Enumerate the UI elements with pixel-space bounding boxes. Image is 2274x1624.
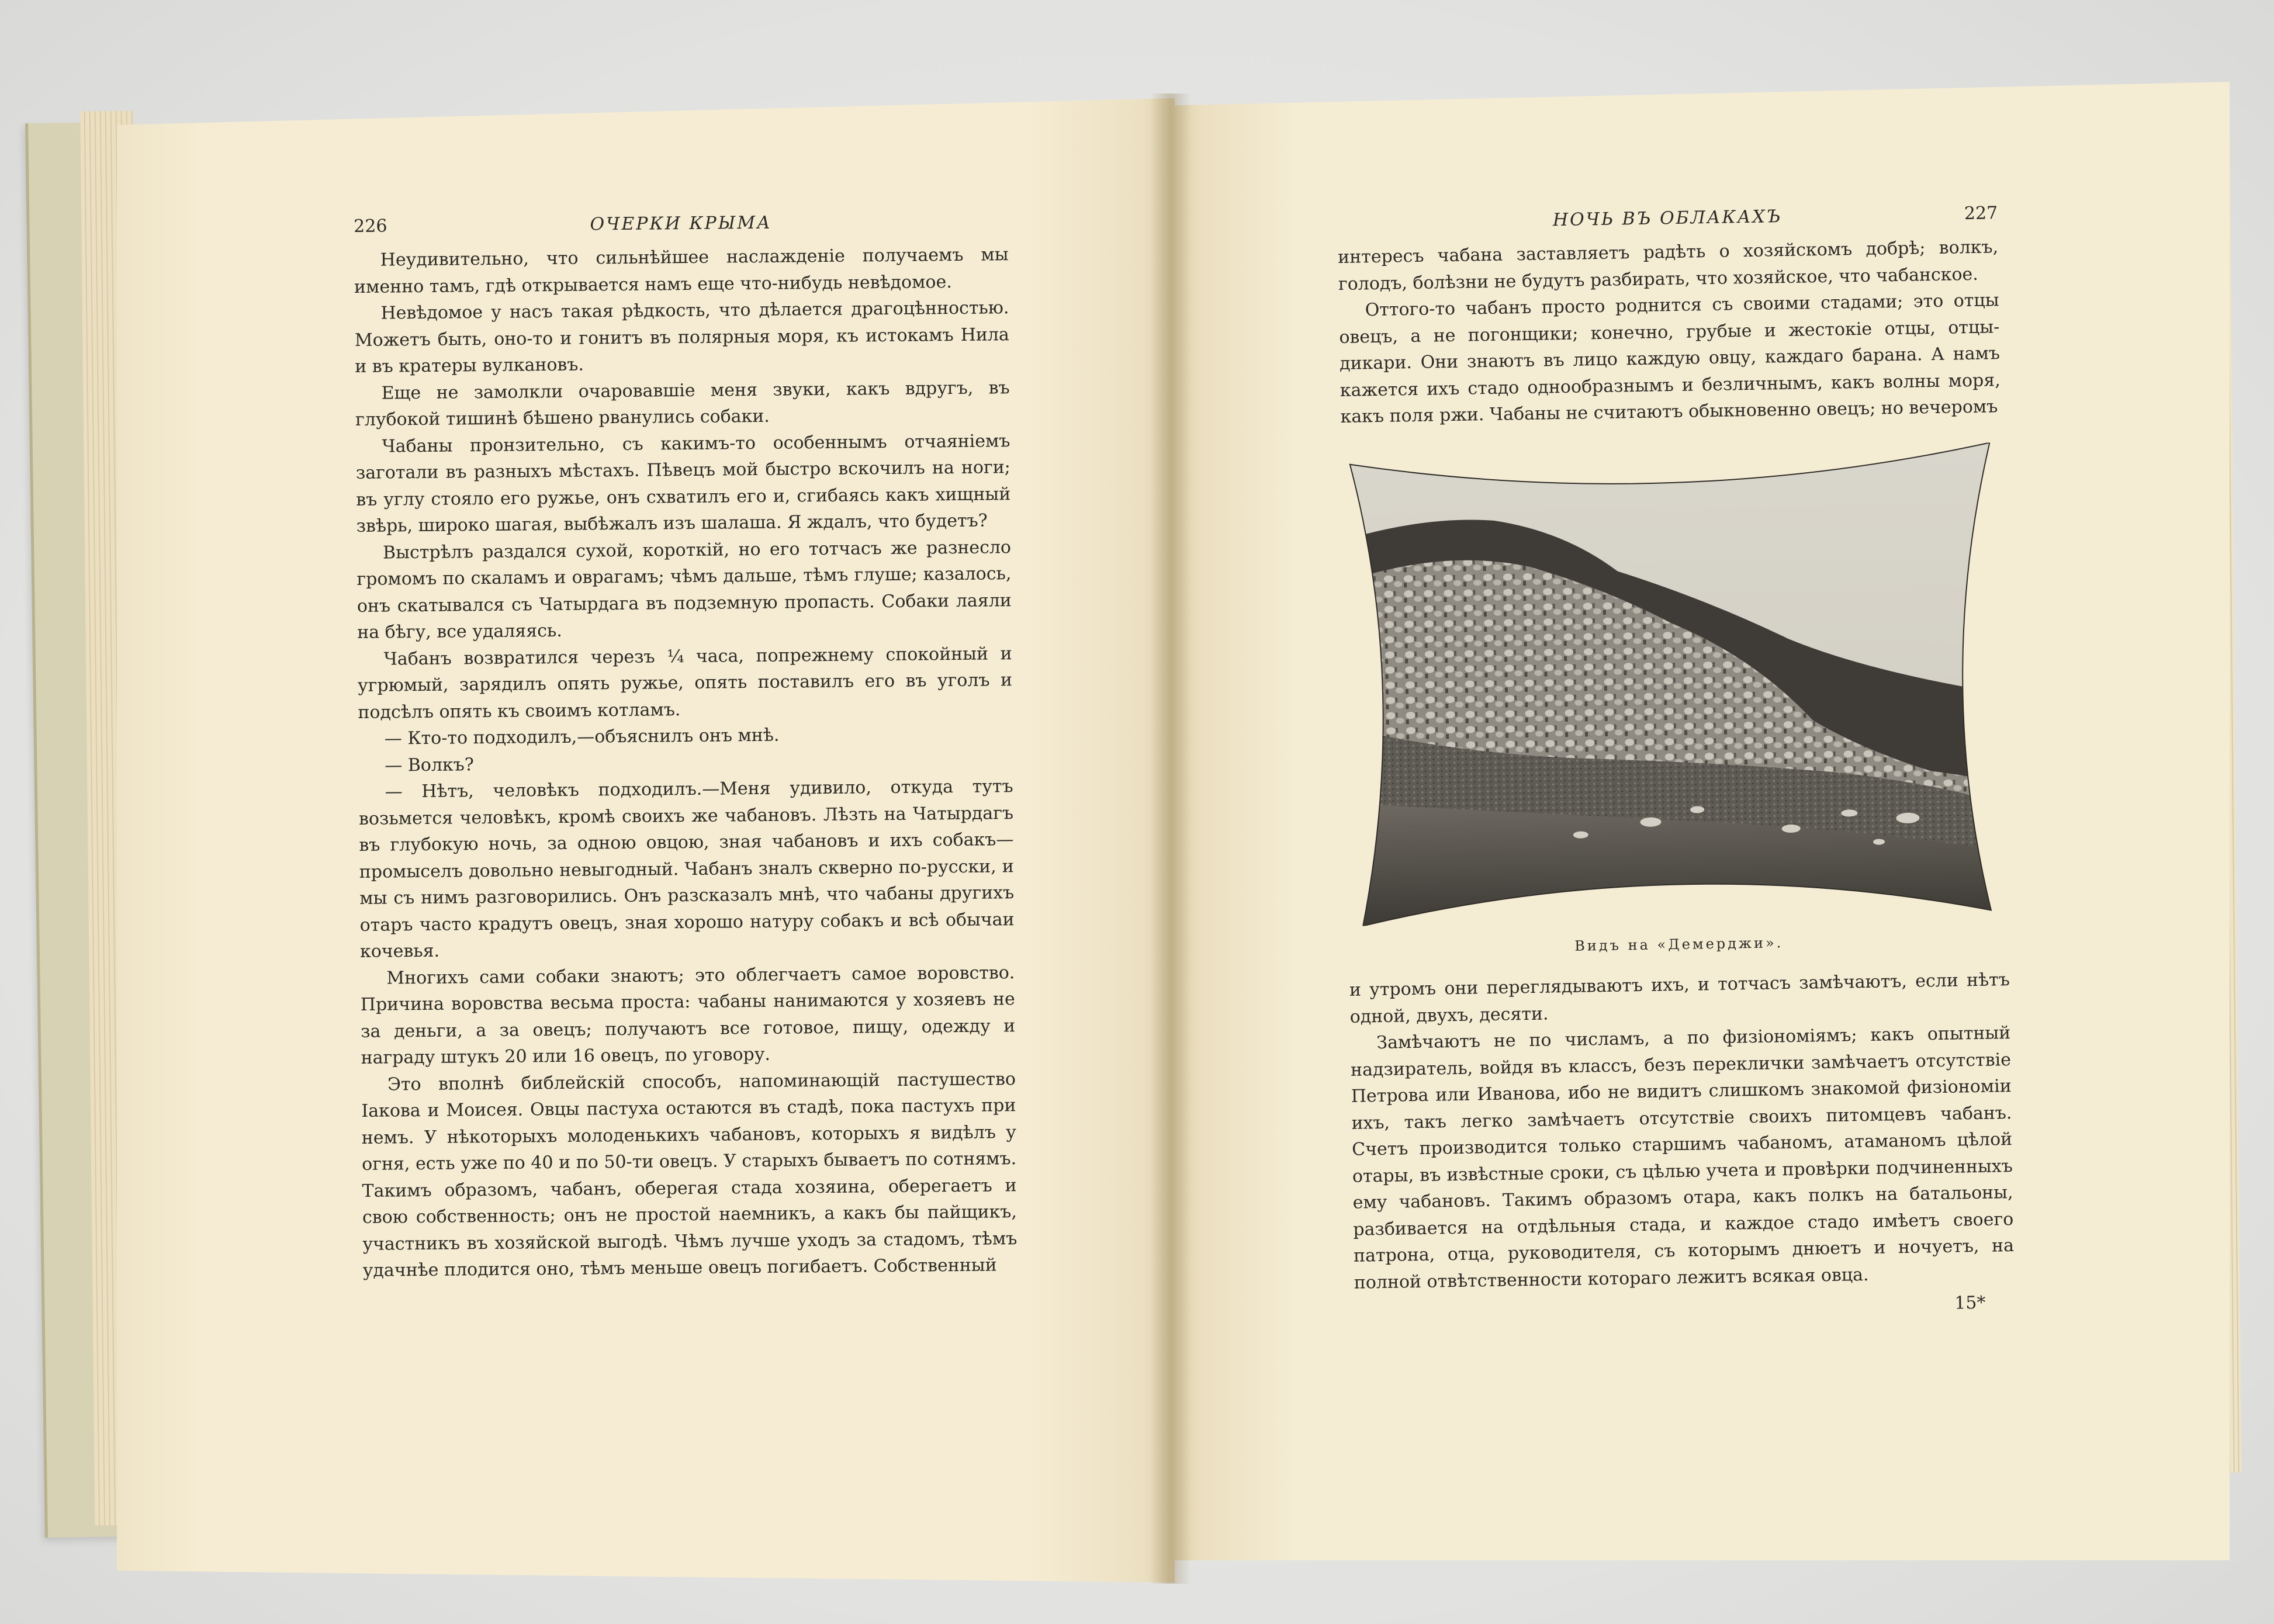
paragraph: Многихъ сами собаки знаютъ; это облегчаетъ самое воровство. Причина воровства весьма проста: чабаны нанимаются у хозяевъ не за деньги, а за овецъ; получаютъ все готовое, пищу, одежду и награду штукъ 20 или 16 овецъ, по уговору.: [360, 962, 1016, 1068]
dialogue-line: — Нѣтъ, человѣкъ подходилъ.—Меня удивило, откуда тутъ возьмется человѣкъ, кромѣ своихъ же чабановъ. Лѣзть на Чатырдагъ въ глубокую ночь, за одною овцою, зная чабановъ и ихъ собакъ—промыселъ довольно невыгодный. Чабанъ зналъ скверно по-русски, и мы съ нимъ разговорились. Онъ разсказалъ мнѣ, что чабаны другихъ отаръ часто крадутъ овецъ, зная хорошо натуру собакъ и всѣ обычаи кочевья.: [358, 776, 1015, 962]
right-page-text: [1337, 200, 2015, 1326]
paragraph: Невѣдомое у насъ такая рѣдкость, что дѣлается драгоцѣнностью. Можетъ быть, оно-то и гонитъ въ полярныя моря, къ истокамъ Нила и въ кратеры вулкановъ.: [354, 297, 1010, 377]
running-title: ОЧЕРКИ КРЫМА: [590, 212, 772, 235]
paragraph: Чабанъ возвратился черезъ ¼ часа, попрежнему спокойный и угрюмый, зарядилъ опять ружье, опять поставилъ его въ уголъ и подсѣлъ опять къ своимъ котламъ.: [357, 643, 1013, 723]
paragraph: Замѣчаютъ не по числамъ, а по физіономіямъ; какъ опытный надзиратель, войдя въ классъ, безъ переклички замѣчаетъ отсутствіе Петрова или Иванова, ибо не видитъ слишкомъ знакомой физіономіи ихъ, такъ легко замѣчаетъ отсутствіе своихъ питомцевъ чабанъ. Счетъ производится только старшимъ чабаномъ, атаманомъ цѣлой отары, въ извѣстные сроки, съ цѣлью учета и провѣрки подчиненныхъ ему чабановъ. Такимъ образомъ отара, какъ полкъ на батальоны, разбивается на отдѣльныя стада, и каждое стадо имѣетъ своего патрона, отца, руководителя, съ которымъ днюетъ и ночуетъ, на полной отвѣтственности котораго лежитъ всякая овца.: [1350, 1023, 2015, 1293]
paragraph: Чабаны пронзительно, съ какимъ-то особеннымъ отчаяніемъ заготали въ разныхъ мѣстахъ. Пѣвецъ мой быстро вскочилъ на ноги; въ углу стояло его ружье, онъ схватилъ его и, сгибаясь какъ хищный звѣрь, широко шагая, выбѣжалъ изъ шалаша. Я ждалъ, что будетъ?: [355, 430, 1011, 536]
running-title: НОЧЬ ВЪ ОБЛАКАХЪ: [1552, 206, 1782, 231]
paragraph: Неудивительно, что сильнѣйшее наслажденіе получаемъ мы именно тамъ, гдѣ открывается намъ еще что-нибудь невѣдомое.: [354, 244, 1009, 297]
dialogue-line: — Кто-то подходилъ,—объяснилъ онъ мнѣ.: [384, 725, 780, 749]
dialogue-line: — Волкъ?: [385, 754, 475, 776]
page-number: 227: [1964, 203, 1998, 224]
demerdzhi-photo-illustration: [1341, 442, 2009, 926]
left-page-text: [354, 207, 1017, 1284]
figure-caption: Видъ на «Демерджи».: [1574, 934, 1784, 954]
paragraph: Оттого-то чабанъ просто роднится съ своими стадами; это отцы овецъ, а не погонщики; конечно, грубые и жестокіе отцы, отцы-дикари. Они знаютъ въ лицо каждую овцу, каждаго барана. А намъ кажется ихъ стадо однообразнымъ и безличнымъ, какъ волны моря, какъ поля ржи. Чабаны не считаютъ обыкновенно овецъ; но вечеромъ: [1339, 290, 2000, 427]
paragraph: Это вполнѣ библейскій способъ, напоминающій пастушество Іакова и Моисея. Овцы пастуха остаются въ стадѣ, пока пастухъ при немъ. У нѣкоторыхъ молоденькихъ чабановъ, которыхъ я видѣлъ у огня, есть уже по 40 и по 50-ти овецъ. У старыхъ бываетъ по сотнямъ. Такимъ образомъ, чабанъ, оберегая стада хозяина, оберегаетъ и свою собственность; онъ не простой наемникъ, а какъ бы пайщикъ, участникъ въ хозяйской выгодѣ. Чѣмъ лучше уходъ за стадомъ, тѣмъ удачнѣе плодится оно, тѣмъ меньше овецъ погибаетъ. Собственный: [361, 1068, 1017, 1281]
left-running-head: [354, 207, 1008, 247]
paragraph: Выстрѣлъ раздался сухой, короткій, но его тотчасъ же разнесло громомъ по скаламъ и оврагамъ; чѣмъ дальше, тѣмъ глуше; казалось, онъ скатывался съ Чатырдага въ подземную пропасть. Собаки лаяли на бѣгу, все удаляясь.: [356, 536, 1012, 643]
signature-mark: 15*: [1954, 1292, 1986, 1314]
mountain-photo: [1341, 442, 2009, 926]
paragraph: и утромъ они переглядываютъ ихъ, и тотчасъ замѣчаютъ, если нѣтъ одной, двухъ, десяти.: [1349, 969, 2010, 1027]
book-gutter: [1150, 94, 1191, 1584]
paragraph: Еще не замолкли очаровавшіе меня звуки, какъ вдругъ, въ глубокой тишинѣ бѣшено рванулись собаки.: [355, 377, 1010, 430]
page-number: 226: [354, 216, 387, 237]
paragraph: интересъ чабана заставляетъ радѣть о хозяйскомъ добрѣ; волкъ, голодъ, болѣзни не будутъ разбирать, что хозяйское, что чабанское.: [1337, 237, 1999, 295]
